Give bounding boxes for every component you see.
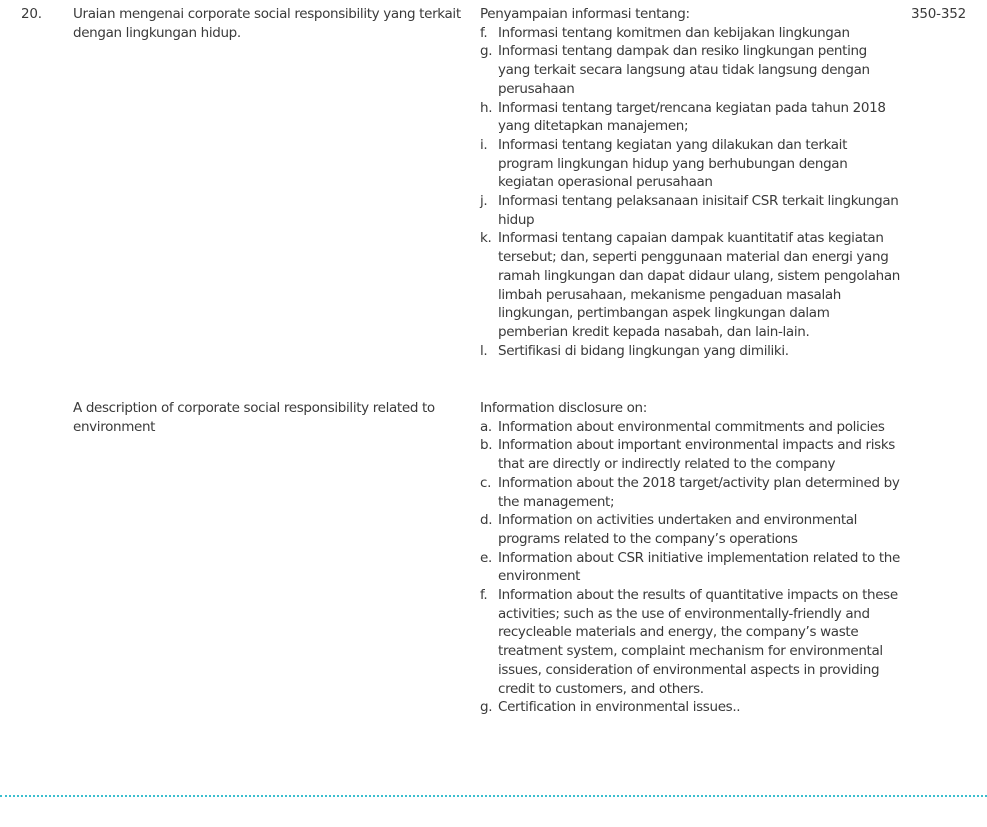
list-item-text: Informasi tentang komitmen dan kebijakan lingkungan xyxy=(498,24,850,41)
list-item xyxy=(480,136,900,192)
list-marker: f. xyxy=(480,587,488,604)
list-item xyxy=(480,511,900,548)
list-marker: d. xyxy=(480,512,493,529)
list-item-text: Information on activities undertaken and environmental programs related to the company’s operations xyxy=(498,512,858,547)
list-marker: l. xyxy=(480,342,488,359)
disclosure-intro: Penyampaian informasi tentang: xyxy=(480,6,690,22)
list-item-text: Information about important environmental impacts and risks that are directly or indirectly related to the company xyxy=(498,437,895,473)
list-item xyxy=(480,474,900,511)
list-item xyxy=(480,698,900,717)
list-item xyxy=(480,42,900,98)
list-marker: b. xyxy=(480,437,493,454)
list-marker: e. xyxy=(480,549,492,566)
list-marker: i. xyxy=(480,136,488,153)
list-item xyxy=(480,99,900,136)
list-item xyxy=(480,229,900,341)
criteria-indonesian: Uraian mengenai corporate social responsibility yang terkait dengan lingkungan hidup. xyxy=(73,6,461,41)
disclosure-list xyxy=(480,24,900,361)
list-marker: g. xyxy=(480,699,493,716)
list-marker: a. xyxy=(480,418,492,435)
list-item-text: Informasi tentang target/rencana kegiatan pada tahun 2018 yang ditetapkan manajemen; xyxy=(498,99,886,135)
row-divider xyxy=(0,795,987,797)
list-item-text: Information about environmental commitments and policies xyxy=(498,418,885,435)
disclosure-indonesian xyxy=(480,5,900,360)
row-number: 20. xyxy=(21,6,42,22)
disclosure-list xyxy=(480,418,900,717)
list-item-text: Sertifikasi di bidang lingkungan yang dimiliki. xyxy=(498,342,789,359)
list-item xyxy=(480,436,900,473)
list-item xyxy=(480,192,900,229)
list-item-text: Information about CSR initiative implementation related to the environment xyxy=(498,549,900,585)
list-item xyxy=(480,24,900,43)
list-item xyxy=(480,586,900,698)
disclosure-english xyxy=(480,399,900,717)
list-item xyxy=(480,549,900,586)
list-item-text: Informasi tentang kegiatan yang dilakukan dan terkait program lingkungan hidup yang berhubungan dengan kegiatan operasional perusahaan xyxy=(498,136,848,191)
list-item-text: Information about the results of quantitative impacts on these activities; such as the use of environmentally-friendly and recycleable materials and energy, the company’s waste treatment system, complaint mechanism for environmental issues, consideration of environmental aspects in providing credit to customers, and others. xyxy=(498,587,898,697)
criteria-english: A description of corporate social responsibility related to environment xyxy=(73,400,435,435)
list-marker: g. xyxy=(480,43,493,60)
list-item xyxy=(480,342,900,361)
list-marker: k. xyxy=(480,230,492,247)
list-item-text: Informasi tentang capaian dampak kuantitatif atas kegiatan tersebut; dan, seperti penggunaan material dan energi yang ramah lingkungan dan dapat didaur ulang, sistem pengolahan limbah perusahaan, mekanisme pengaduan masalah lingkungan, pertimbangan aspek lingkungan dalam pemberian kredit kepada nasabah, dan lain-lain. xyxy=(498,230,900,340)
list-marker: j. xyxy=(480,193,488,210)
list-item-text: Informasi tentang pelaksanaan inisitaif CSR terkait lingkungan hidup xyxy=(498,193,899,228)
list-marker: c. xyxy=(480,474,492,491)
list-item-text: Information about the 2018 target/activity plan determined by the management; xyxy=(498,474,900,510)
list-item xyxy=(480,418,900,437)
list-item-text: Informasi tentang dampak dan resiko lingkungan penting yang terkait secara langsung atau tidak langsung dengan perusahaan xyxy=(498,43,870,97)
disclosure-intro: Information disclosure on: xyxy=(480,400,647,416)
list-marker: h. xyxy=(480,99,493,116)
list-marker: f. xyxy=(480,24,488,41)
page-reference: 350-352 xyxy=(911,6,967,22)
list-item-text: Certification in environmental issues.. xyxy=(498,699,741,716)
